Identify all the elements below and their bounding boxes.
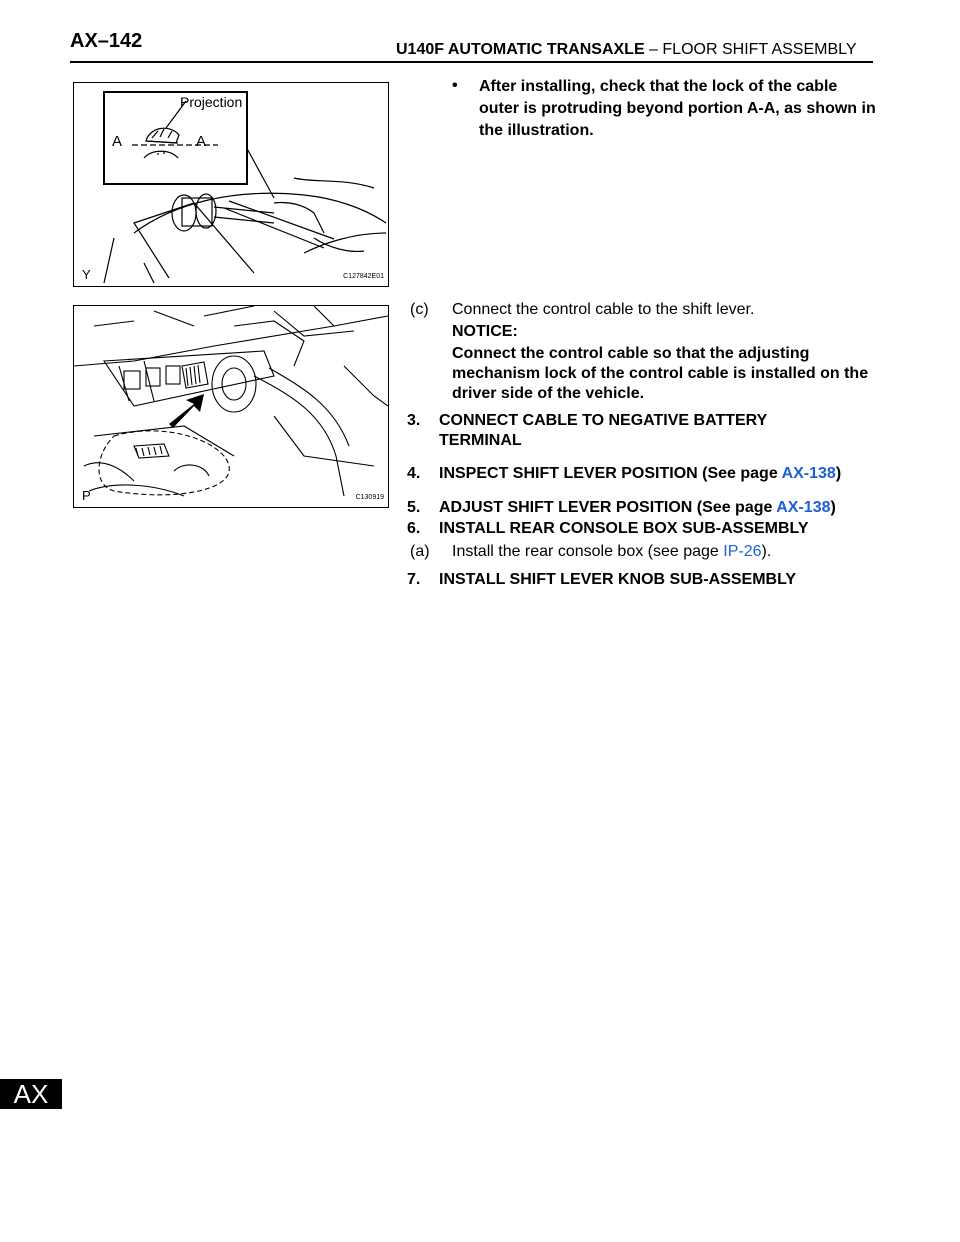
- step-text: INSTALL SHIFT LEVER KNOB SUB-ASSEMBLY: [439, 571, 797, 588]
- step-text: CONNECT CABLE TO NEGATIVE BATTERY TERMINAL: [439, 412, 768, 449]
- figure-code: C127842E01: [343, 273, 384, 280]
- section-side-tab: AX: [0, 1079, 62, 1109]
- substep-text-main: Install the rear console box (see page: [452, 543, 724, 560]
- label-a-left: A: [112, 133, 123, 150]
- bullet-text: After installing, check that the lock of the cable outer is protruding beyond portion A-A, as shown in the illustration.: [479, 78, 876, 139]
- page-link-ip-26[interactable]: IP-26: [723, 543, 762, 560]
- section-title: U140F AUTOMATIC TRANSAXLE: [396, 41, 645, 58]
- page-link-ax-138[interactable]: AX-138: [781, 465, 836, 482]
- page-link-ax-138[interactable]: AX-138: [776, 499, 831, 516]
- step-number: 6.: [407, 520, 421, 537]
- substep-label: (a): [410, 543, 430, 560]
- figure-letter: P: [82, 488, 91, 503]
- step-text: [439, 464, 877, 484]
- step-number: 3.: [407, 412, 421, 429]
- step-text: [439, 498, 877, 518]
- step-text-main: INSPECT SHIFT LEVER POSITION (See page: [439, 465, 782, 482]
- substep-a: [407, 542, 877, 562]
- step-6: [407, 519, 877, 562]
- step-text-main: ADJUST SHIFT LEVER POSITION (See page: [439, 499, 777, 516]
- step-number: 7.: [407, 571, 421, 588]
- substep-label: (c): [410, 301, 429, 318]
- figure-letter: Y: [82, 267, 91, 282]
- header-rule: [70, 61, 873, 63]
- step-text-close: ): [830, 499, 836, 516]
- step-4: [407, 464, 877, 484]
- step-7: [407, 570, 877, 590]
- page-number: AX–142: [70, 30, 143, 52]
- substep-text: [452, 542, 877, 562]
- step-3: [407, 411, 877, 451]
- substep-text: Connect the control cable to the shift lever.: [452, 301, 755, 318]
- cable-lock-illustration: [74, 83, 388, 286]
- title-separator: –: [644, 41, 663, 58]
- substep-c: [407, 300, 877, 404]
- control-cable-illustration: [74, 306, 388, 507]
- substep-text-close: ).: [761, 543, 772, 560]
- bullet-dot: •: [452, 77, 458, 94]
- notice-text: Connect the control cable so that the adjusting mechanism lock of the control cable is installed on the driver side of the vehicle.: [452, 345, 869, 402]
- step-number: 5.: [407, 499, 421, 516]
- callout-projection: Projection: [180, 94, 243, 110]
- after-install-bullet: [452, 76, 882, 142]
- label-a-right: A: [196, 133, 207, 150]
- step-5: [407, 498, 877, 518]
- step-text: INSTALL REAR CONSOLE BOX SUB-ASSEMBLY: [439, 520, 809, 537]
- header-title: [396, 41, 857, 59]
- figure-code: C130919: [355, 494, 384, 501]
- notice-title: NOTICE:: [452, 323, 518, 340]
- subsection-title: FLOOR SHIFT ASSEMBLY: [662, 41, 857, 58]
- figure-control-cable: [73, 305, 389, 508]
- step-number: 4.: [407, 465, 421, 482]
- figure-cable-lock: [73, 82, 389, 287]
- step-text-close: ): [835, 465, 842, 482]
